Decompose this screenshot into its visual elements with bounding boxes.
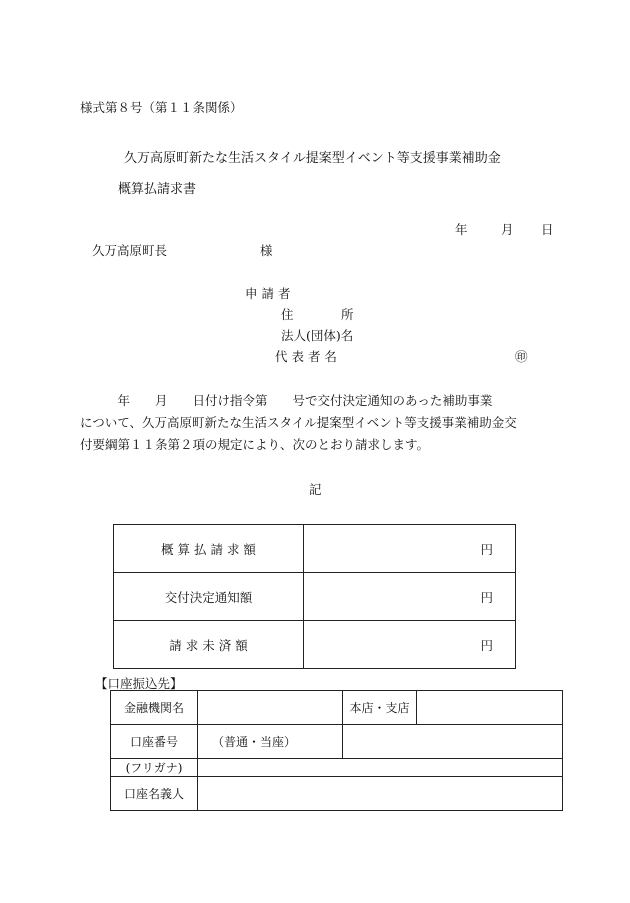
amount-value-cell[interactable]: 円 [304,621,516,669]
date-year-label: 年 [455,222,468,237]
bank-table [110,690,563,811]
form-number: 様式第８号（第１１条関係） [80,100,243,115]
address-label-2: 所 [341,307,354,322]
body-line-2: について、久万高原町新たな生活スタイル提案型イベント等支援事業補助金交 [80,415,517,430]
amount-label-cell: 概 算 払 請 求 額 [114,525,304,573]
representative-label: 代 表 者 名 [275,349,337,364]
request-paragraph [80,390,517,456]
body-line-1: 年 月 日付け指令第 号で交付決定通知のあった補助事業 [80,393,493,408]
table-row [114,621,516,669]
furigana-label: (フリガナ) [111,759,198,777]
table-row [111,759,563,777]
amount-label-cell: 請 求 未 済 額 [114,621,304,669]
branch-label: 本店・支店 [343,691,417,725]
account-type-cell[interactable]: （普通・当座） [198,725,343,759]
date-day-label: 日 [541,222,554,237]
table-row [111,777,563,811]
table-row [114,525,516,573]
bank-section-heading: 【口座振込先】 [95,676,183,691]
branch-input[interactable] [417,691,563,725]
addressee-honorific: 様 [260,243,273,258]
table-row [114,573,516,621]
seal-mark: ㊞ [515,349,528,364]
institution-label: 金融機関名 [111,691,198,725]
table-row [111,725,563,759]
table-row [111,691,563,725]
document-subtitle: 概算払請求書 [118,182,197,197]
amount-table [113,524,516,669]
date-month-label: 月 [501,222,514,237]
document-title: 久万高原町新たな生活スタイル提案型イベント等支援事業補助金 [124,151,501,166]
ki-heading: 記 [309,482,322,497]
applicant-heading: 申 請 者 [245,286,291,301]
account-holder-input[interactable] [198,777,563,811]
addressee-name: 久万高原町長 [92,243,168,258]
addressee [92,241,273,259]
account-number-label: 口座番号 [111,725,198,759]
account-holder-label: 口座名義人 [111,777,198,811]
amount-value-cell[interactable]: 円 [304,525,516,573]
furigana-input[interactable] [198,759,563,777]
corp-name-label: 法人(団体)名 [281,328,354,343]
amount-label-cell: 交付決定通知額 [114,573,304,621]
address-label-1: 住 [281,307,294,322]
amount-value-cell[interactable]: 円 [304,573,516,621]
account-number-input[interactable] [343,725,563,759]
institution-input[interactable] [198,691,343,725]
body-line-3: 付要綱第１１条第２項の規定により、次のとおり請求します。 [80,437,430,452]
